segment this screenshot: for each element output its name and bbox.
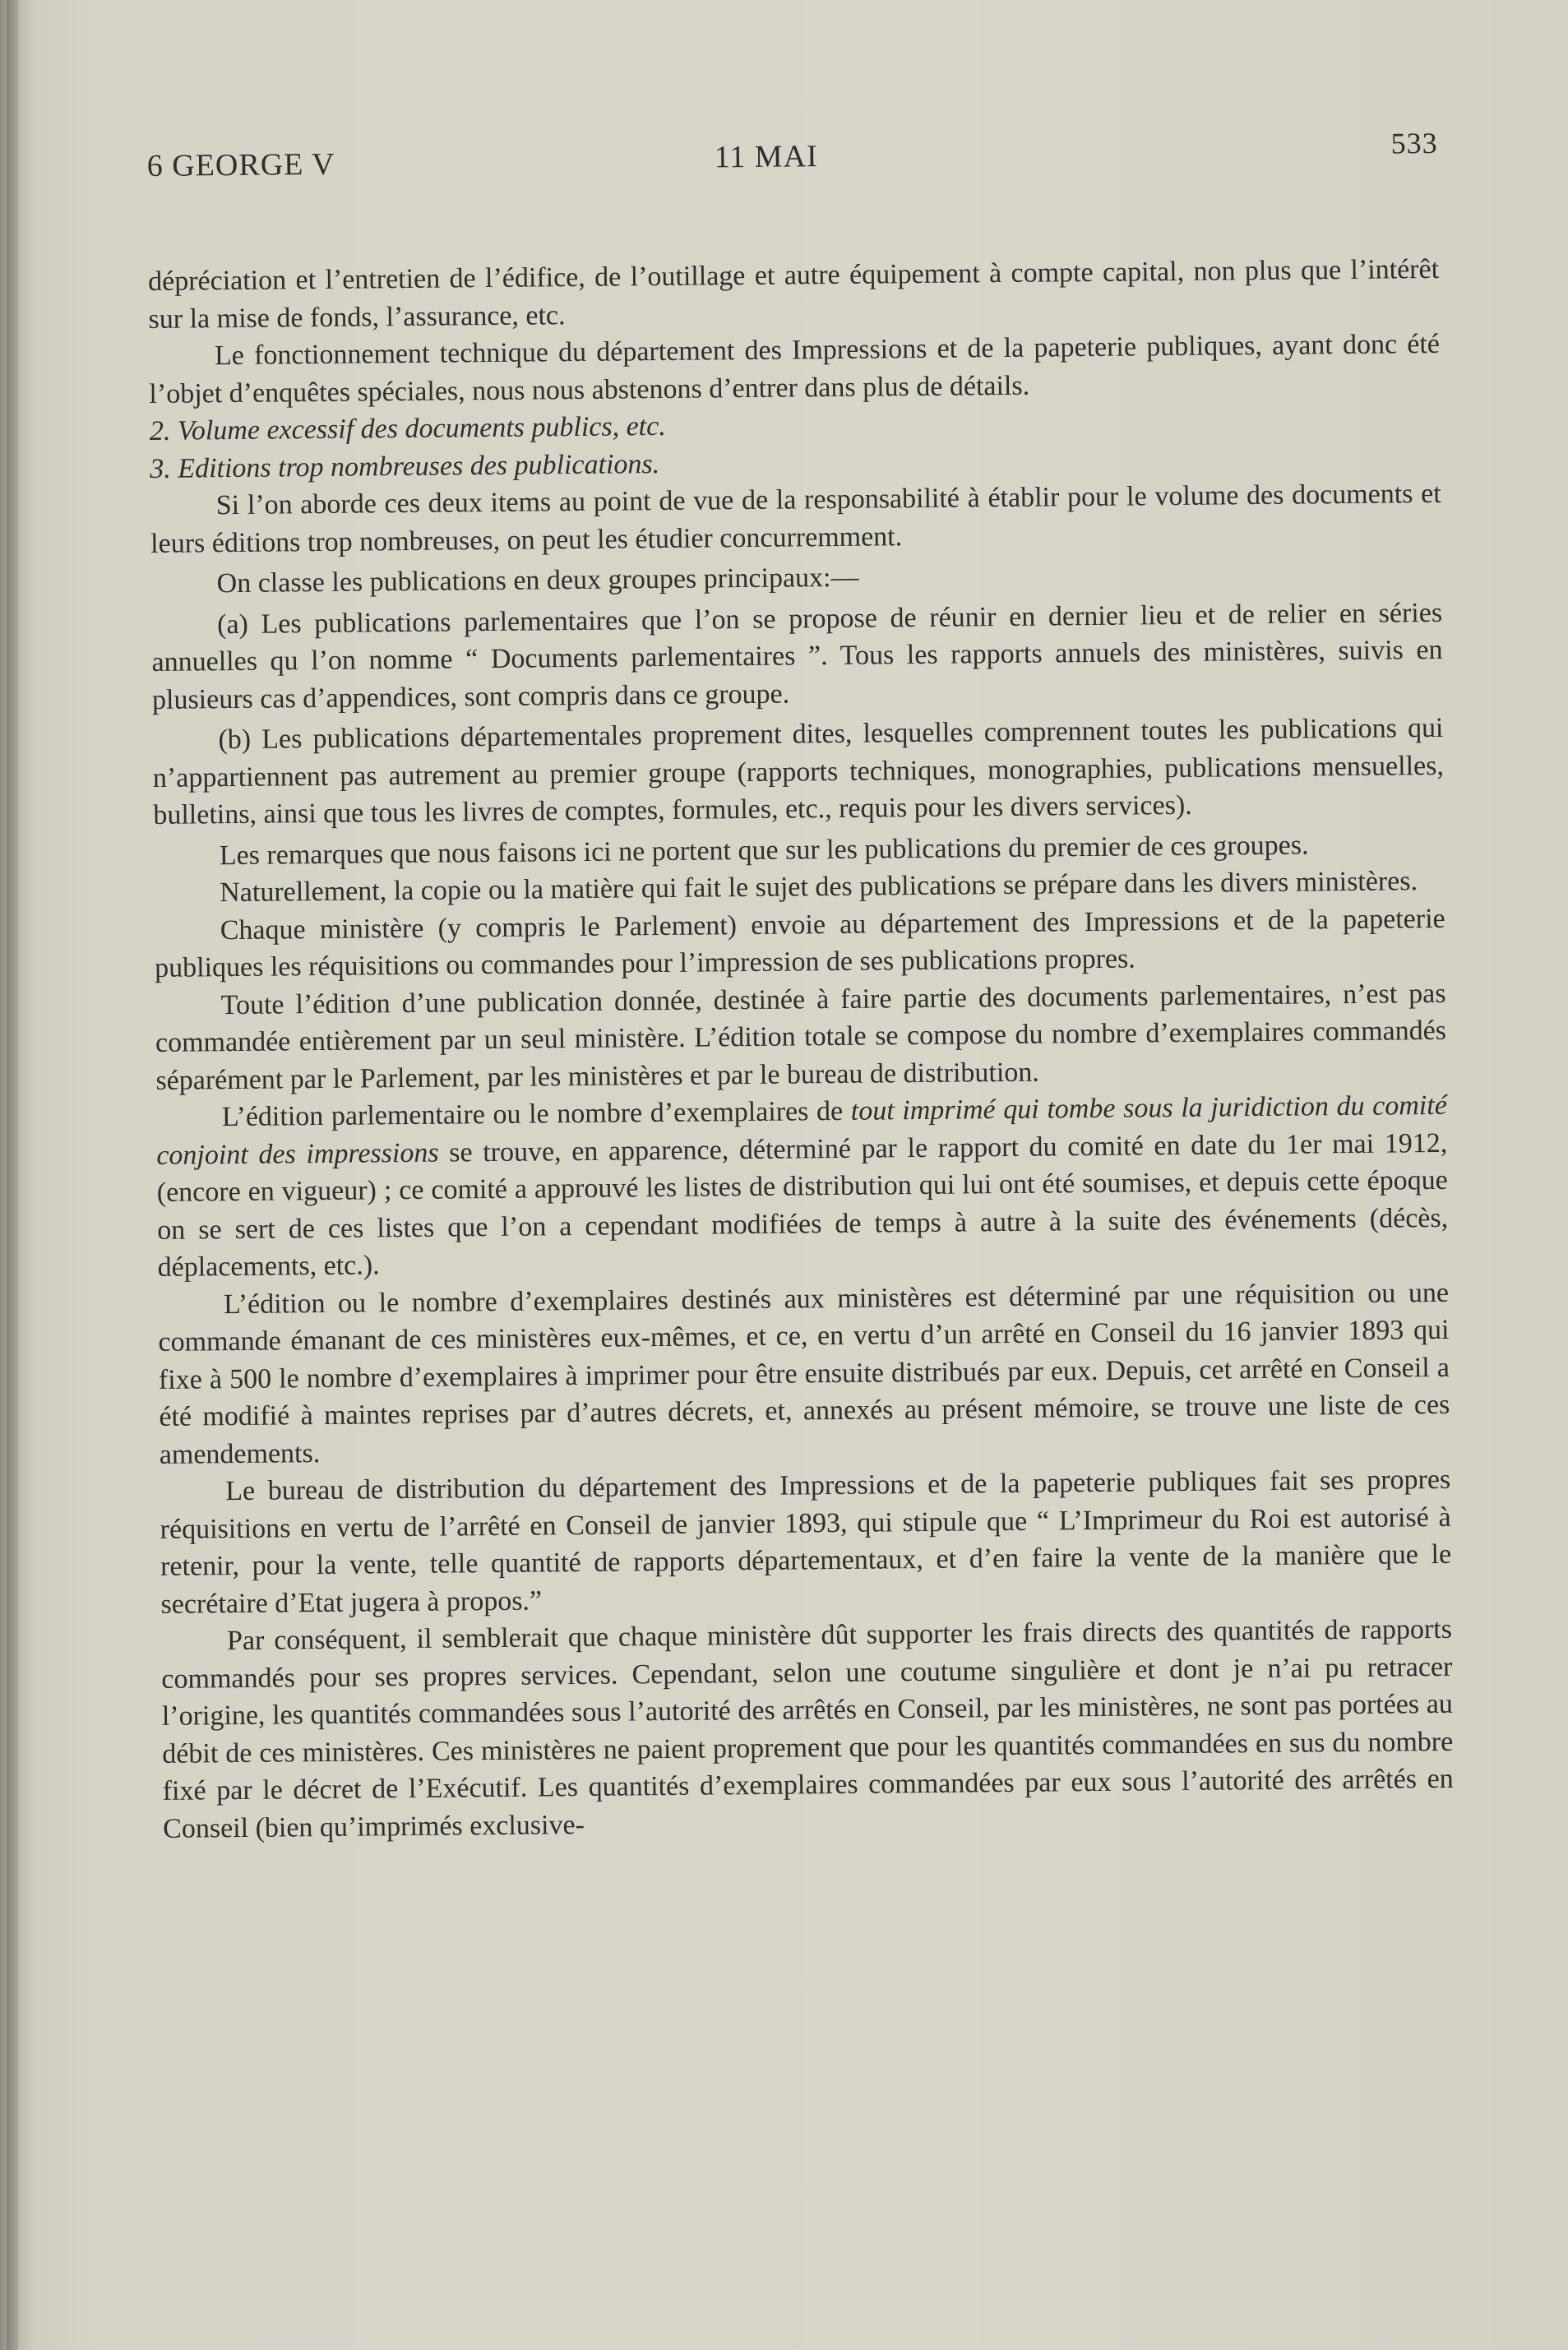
paragraph: Chaque ministère (y compris le Parlement) envoie au département des Impressions et de la papeterie publiques les réquisitions ou commandes pour l’impression de ses publications propres. <box>154 903 1445 983</box>
header-left: 6 GEORGE V <box>146 146 335 183</box>
paragraph: Si l’on aborde ces deux items au point de vue de la responsabilité à établir pour le volume des documents et leurs éditions trop nombreuses, on peut les étudier concurremment. <box>150 478 1441 559</box>
paragraph: Toute l’édition d’une publication donnée, destinée à faire partie des documents parlementaires, n’est pas commandée entièrement par un seul ministère. L’édition totale se compose du nombre d’exemplaires commandés séparément par le Parlement, par les ministères et par le bureau de distribution. <box>155 978 1447 1096</box>
page-binding-edge <box>7 0 18 2350</box>
paragraph: On classe les publications en deux groupes principaux:— <box>216 562 859 599</box>
paragraph: (a) Les publications parlementaires que l’on se propose de réunir en dernier lieu et de relier en séries annuelles qu l’on nomme “ Documents parlementaires ”. Tous les rapports annuels des ministères, suivis en plusieurs cas d’appendices, sont compris dans ce groupe. <box>151 597 1443 715</box>
paragraph: L’édition ou le nombre d’exemplaires destinés aux ministères est déterminé par une réquisition ou une commande émanant de ces ministères eux-mêmes, et ce, en vertu d’un arrêté en Conseil du 16 janvier 1893 qui fixe à 500 le nombre d’exemplaires à imprimer pour être ensuite distribués par eux. Depuis, cet arrêté en Conseil a été modifié à maintes reprises par d’autres décrets, et, annexés au présent mémoire, se trouve une liste de ces amendements. <box>158 1277 1450 1470</box>
paragraph-text: se trouve, en apparence, déterminé par le rapport du comité en date du 1er mai 1912, (encore en vigueur) ; ce comité a approuvé les listes de distribution qui lui ont été soumises, et depuis cette époque on se sert de ces listes que l’on a cependant modifiées de temps à autre à la suite des événements (décès, déplacements, etc.). <box>156 1127 1449 1283</box>
item-heading: 3. Editions trop nombreuses des publications. <box>150 448 660 484</box>
header-date: 11 MAI <box>714 139 818 175</box>
running-header <box>146 86 1438 183</box>
item-heading: 2. Volume excessif des documents publics, etc. <box>149 410 666 446</box>
text-block <box>146 86 1454 1848</box>
italic-phrase: tout imprimé qui tombe sous la juridiction du comité conjoint des impressions <box>156 1089 1448 1171</box>
page-number: 533 <box>1390 126 1438 160</box>
paragraph: Par conséquent, il semblerait que chaque ministère dût supporter les frais directs des quantités de rapports commandés pour ses propres services. Cependant, selon une coutume singulière et dont je n’ai pu retracer l’origine, les quantités commandées sous l’autorité des arrêtés en Conseil, par les ministères, ne sont pas portées au débit de ces ministères. Ces ministères ne paient proprement que pour les quantités commandées en sus du nombre fixé par le décret de l’Exécutif. Les quantités d’exemplaires commandées par eux sous l’autorité des arrêtés en Conseil (bien qu’imprimés exclusive- <box>161 1613 1454 1844</box>
paragraph: (b) Les publications départementales proprement dites, lesquelles comprennent toutes les publications qui n’appartiennent pas autrement au premier groupe (rapports techniques, monographies, publications mensuelles, bulletins, ainsi que tous les livres de comptes, formules, etc., requis pour les divers services). <box>152 712 1445 830</box>
paragraph <box>156 1087 1449 1287</box>
paragraph: Le fonctionnement technique du département des Impressions et de la papeterie publiques, ayant donc été l’objet d’enquêtes spéciales, nous nous abstenons d’entrer dans plus de détails. <box>149 328 1441 409</box>
paragraph: Le bureau de distribution du département des Impressions et de la papeterie publiques fait ses propres réquisitions en vertu de l’arrêté en Conseil de janvier 1893, qui stipule que “ L’Imprimeur du Roi est autorisé à retenir, pour la vente, telle quantité de rapports départementaux, et d’en faire la vente de la manière que le secrétaire d’Etat jugera à propos.” <box>160 1464 1452 1620</box>
paragraph: Les remarques que nous faisons ici ne portent que sur les publications du premier de ces groupes. <box>219 829 1309 871</box>
body-text <box>148 251 1454 1848</box>
paragraph: dépréciation et l’entretien de l’édifice, de l’outillage et autre équipement à compte capital, non plus que l’intérêt sur la mise de fonds, l’assurance, etc. <box>147 253 1440 335</box>
paragraph: Naturellement, la copie ou la matière qui fait le sujet des publications se prépare dans les divers ministères. <box>220 866 1418 909</box>
paragraph-text: L’édition parlementaire ou le nombre d’exemplaires de <box>221 1095 851 1133</box>
